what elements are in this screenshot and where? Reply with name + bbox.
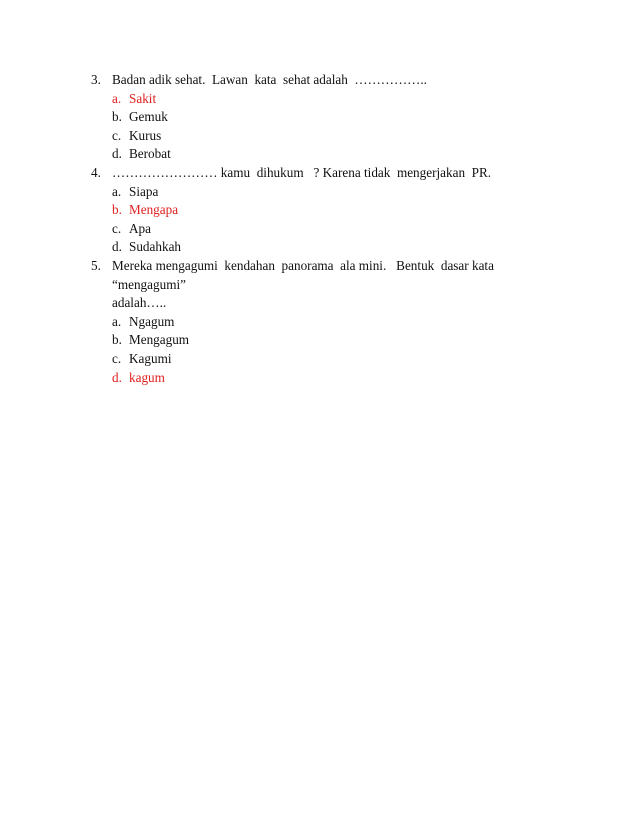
question-5 — [91, 257, 551, 387]
option-text: Sakit — [129, 90, 157, 106]
option-letter: c. — [112, 127, 122, 143]
option-text: Gemuk — [129, 109, 168, 125]
option-letter: b. — [112, 332, 122, 348]
option-b — [91, 201, 551, 220]
question-text-continuation: adalah….. — [112, 295, 167, 311]
option-list — [91, 313, 551, 387]
question-number: 4. — [91, 164, 101, 180]
question-line — [91, 257, 551, 294]
option-letter: a. — [112, 90, 122, 106]
question-text: …………………… kamu dihukum ? Karena tidak mengerjakan PR. — [112, 164, 492, 180]
question-text: Badan adik sehat. Lawan kata sehat adalah …………….. — [112, 72, 427, 87]
option-text: Siapa — [129, 183, 159, 199]
option-d — [91, 145, 551, 164]
option-a — [91, 183, 551, 202]
option-c — [91, 127, 551, 146]
option-letter: c. — [112, 220, 122, 236]
question-text: Mereka mengagumi kendahan panorama ala mini. Bentuk dasar kata “mengagumi” — [112, 257, 501, 292]
option-letter: b. — [112, 202, 122, 218]
option-letter: d. — [112, 369, 122, 385]
option-d — [91, 238, 551, 257]
option-text: Sudahkah — [129, 239, 182, 255]
question-line — [91, 164, 551, 183]
option-text: Apa — [129, 220, 151, 236]
option-a — [91, 313, 551, 332]
option-letter: a. — [112, 313, 122, 329]
option-b — [91, 108, 551, 127]
option-list — [91, 183, 551, 257]
option-text: Kagumi — [129, 350, 172, 366]
option-letter: a. — [112, 183, 122, 199]
option-text: Mengapa — [129, 202, 179, 218]
option-text: Ngagum — [129, 313, 175, 329]
question-3 — [91, 71, 551, 164]
question-line — [91, 71, 551, 90]
option-text: kagum — [129, 369, 165, 385]
question-list — [91, 71, 551, 387]
option-text: Mengagum — [129, 332, 190, 348]
option-letter: c. — [112, 350, 122, 366]
option-text: Berobat — [129, 146, 171, 162]
option-c — [91, 350, 551, 369]
option-letter: d. — [112, 146, 122, 162]
question-number: 3. — [91, 72, 101, 87]
option-list — [91, 90, 551, 164]
option-b — [91, 331, 551, 350]
option-letter: b. — [112, 109, 122, 125]
option-c — [91, 220, 551, 239]
option-text: Kurus — [129, 127, 162, 143]
question-4 — [91, 164, 551, 257]
option-d — [91, 369, 551, 388]
option-a — [91, 90, 551, 109]
option-letter: d. — [112, 239, 122, 255]
question-number: 5. — [91, 257, 101, 273]
